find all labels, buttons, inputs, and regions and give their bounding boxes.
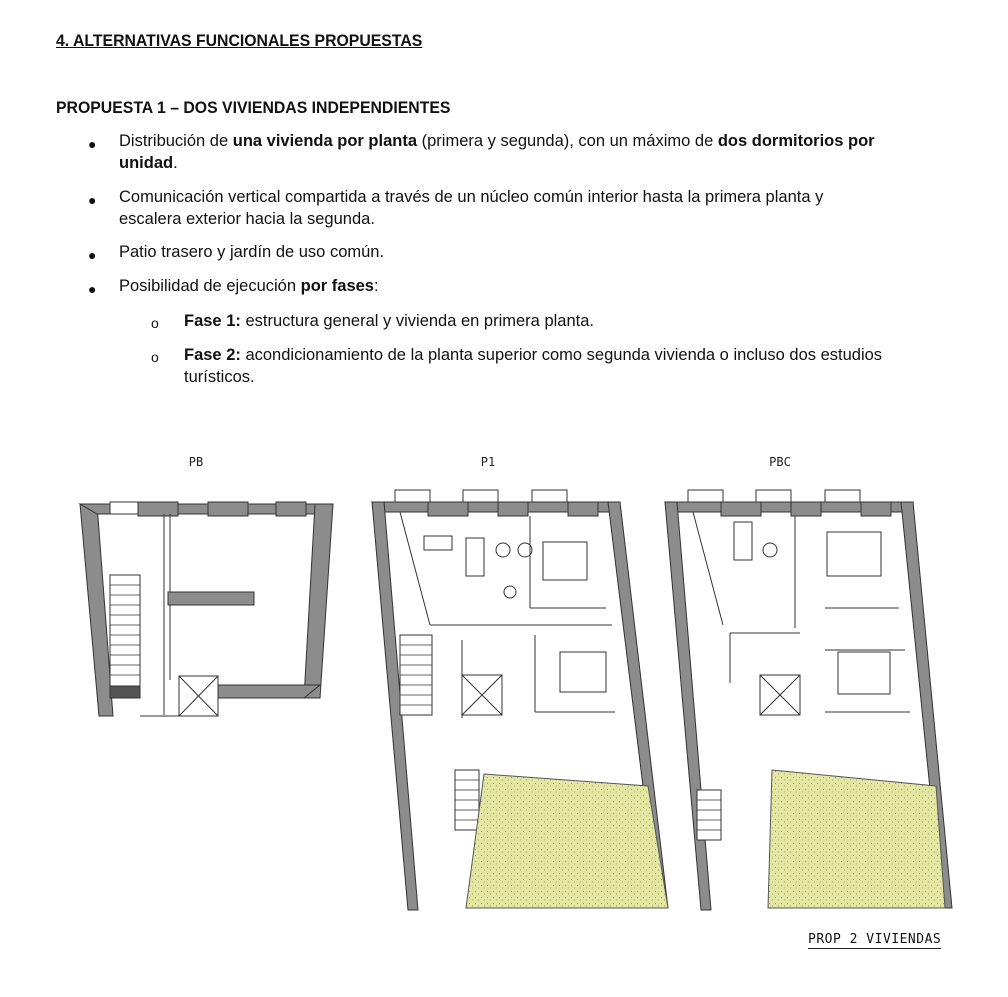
bullet-icon: ● <box>88 247 97 263</box>
plan-label-p1: P1 <box>480 455 496 469</box>
bullet-icon: ● <box>88 136 97 152</box>
bullet-item-3: Patio trasero y jardín de uso común. <box>119 243 385 261</box>
bullet-icon: ● <box>88 281 97 297</box>
plan-p1 <box>372 490 668 910</box>
bullet-text: . <box>173 154 178 172</box>
plan-pbc <box>665 490 952 910</box>
proposal-title: PROPUESTA 1 – DOS VIVIENDAS INDEPENDIENTES <box>56 98 451 117</box>
bullet-item-2: Comunicación vertical compartida a través de un núcleo común interior hasta la primera planta y escalera exterior hacia la segunda. <box>119 188 824 228</box>
sub-bullet-icon: o <box>151 315 159 331</box>
bullet-icon: ● <box>88 192 97 208</box>
bullet-text: : <box>374 277 379 295</box>
bullet-text: Distribución de <box>119 132 233 150</box>
sub-bullet-label: Fase 2: <box>184 346 241 364</box>
section-title: 4. ALTERNATIVAS FUNCIONALES PROPUESTAS <box>56 31 423 50</box>
plan-label-pb: PB <box>188 455 204 469</box>
plans-caption: PROP 2 VIVIENDAS <box>808 932 942 947</box>
sub-bullet-icon: o <box>151 349 159 365</box>
bullet-item-1 <box>119 130 889 174</box>
bullet-item-4 <box>119 275 889 297</box>
plan-pb <box>80 502 333 716</box>
bullet-bold: por fases <box>300 277 374 295</box>
plan-label-pbc: PBC <box>769 455 791 469</box>
bullet-text: (primera y segunda), con un máximo de <box>417 132 718 150</box>
sub-bullet-item-2 <box>184 344 904 388</box>
sub-bullet-text: acondicionamiento de la planta superior como segunda vivienda o incluso dos estudios turísticos. <box>184 346 883 386</box>
floor-plans <box>0 440 1008 930</box>
sub-bullet-label: Fase 1: <box>184 312 241 330</box>
bullet-bold: dos dormitorios por unidad <box>119 132 875 172</box>
bullet-text: Posibilidad de ejecución <box>119 277 301 295</box>
bullet-bold: una vivienda por planta <box>232 132 418 150</box>
sub-bullet-text: estructura general y vivienda en primera planta. <box>240 312 594 330</box>
sub-bullet-item-1 <box>184 310 904 332</box>
